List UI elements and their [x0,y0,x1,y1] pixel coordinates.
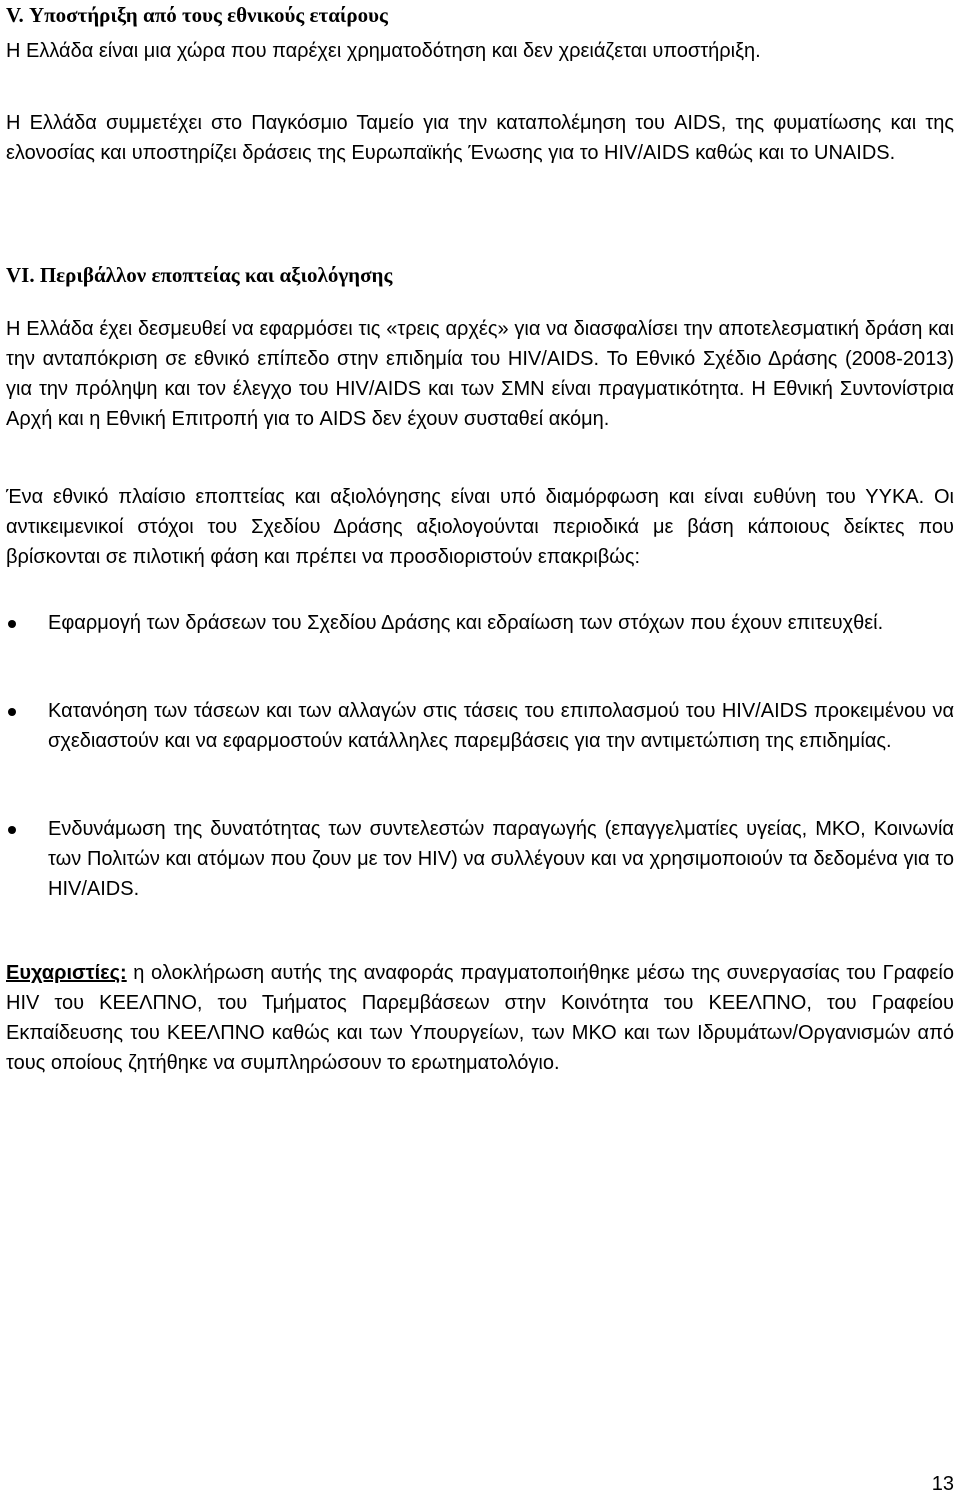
acknowledgements-text: η ολοκλήρωση αυτής της αναφοράς πραγματοποιήθηκε μέσω της συνεργασίας του Γραφείο HIV του ΚΕΕΛΠΝΟ, του Τμήματος Παρεμβάσεων στην Κοινότητα του ΚΕΕΛΠΝΟ, του Γραφείου Εκπαίδευσης του ΚΕΕΛΠΝΟ καθώς και των Υπουργείων, των ΜΚΟ και των Ιδρυμάτων/Οργανισμών από τους οποίους ζητήθηκε να συμπληρώσουν το ερωτηματολόγιο. [6,962,954,1074]
bullet-icon [8,826,16,834]
section-vi-heading: VI. Περιβάλλον εποπτείας και αξιολόγησης [6,263,393,287]
section-vi-paragraph-1: Η Ελλάδα έχει δεσμευθεί να εφαρμόσει τις «τρεις αρχές» για να διασφαλίσει την αποτελεσματική δράση και την ανταπόκριση σε εθνικό επίπεδο στην επιδημία του HIV/AIDS. Το Εθνικό Σχέδιο Δράσης (2008-2013) για την πρόληψη και τον έλεγχο του HIV/AIDS και των ΣΜΝ είναι πραγματικότητα. Η Εθνική Συντονίστρια Αρχή και η Εθνική Επιτροπή για το AIDS δεν έχουν συσταθεί ακόμη. [6,318,954,430]
bullet-icon [8,708,16,716]
section-vi-paragraph-2: Ένα εθνικό πλαίσιο εποπτείας και αξιολόγησης είναι υπό διαμόρφωση και είναι ευθύνη του ΥΥΚΑ. Οι αντικειμενικοί στόχοι του Σχεδίου Δράσης αξιολογούνται περιοδικά με βάση κάποιους δείκτες που βρίσκονται σε πιλοτική φάση και πρέπει να προσδιοριστούν επακριβώς: [6,486,954,568]
bullet-icon [8,620,16,628]
page-number: 13 [931,1473,954,1495]
acknowledgements-paragraph [6,958,954,1078]
list-item-text: Ενδυνάμωση της δυνατότητας των συντελεστών παραγωγής (επαγγελματίες υγείας, ΜΚΟ, Κοινωνία των Πολιτών και ατόμων που ζουν με τον HIV) να συλλέγουν και να χρησιμοποιούν τα δεδομένα για το HIV/AIDS. [48,818,954,900]
section-v-heading: V. Υποστήριξη από τους εθνικούς εταίρους [6,3,388,27]
section-v-paragraph-1: Η Ελλάδα είναι μια χώρα που παρέχει χρηματοδότηση και δεν χρειάζεται υποστήριξη. [6,40,761,62]
acknowledgements-label: Ευχαριστίες: [6,962,127,984]
list-item-text: Κατανόηση των τάσεων και των αλλαγών στις τάσεις του επιπολασμού του HIV/AIDS προκειμένου να σχεδιαστούν και να εφαρμοστούν κατάλληλες παρεμβάσεις για την αντιμετώπιση της επιδημίας. [48,700,954,752]
section-v-paragraph-2: Η Ελλάδα συμμετέχει στο Παγκόσμιο Ταμείο για την καταπολέμηση του AIDS, της φυματίωσης και της ελονοσίας και υποστηρίζει δράσεις της Ευρωπαϊκής Ένωσης για το HIV/AIDS καθώς και το UNAIDS. [6,112,954,164]
list-item-text: Εφαρμογή των δράσεων του Σχεδίου Δράσης και εδραίωση των στόχων που έχουν επιτευχθεί. [48,612,884,634]
